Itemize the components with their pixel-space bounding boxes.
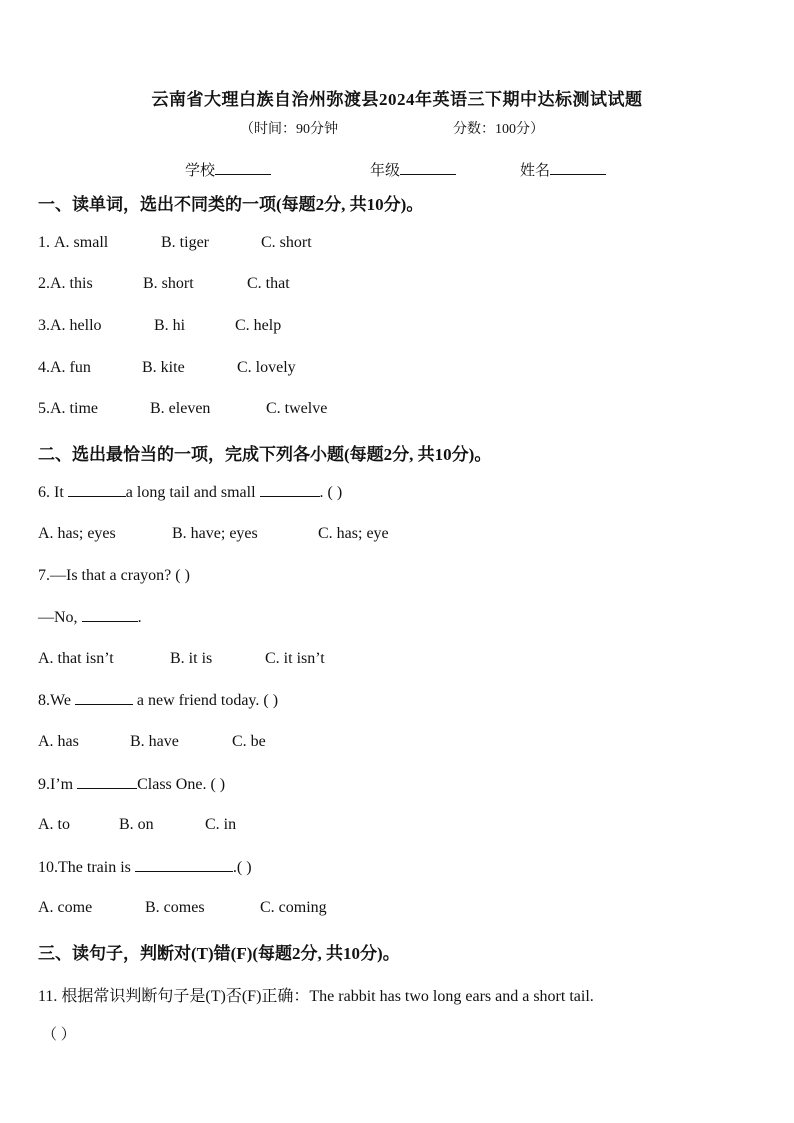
q4-option-a[interactable]: A. fun: [50, 359, 91, 376]
q1-option-a[interactable]: A. small: [54, 234, 109, 251]
name-blank[interactable]: [550, 160, 606, 175]
q10-option-a[interactable]: A. come: [38, 899, 93, 916]
q10-option-c[interactable]: C. coming: [260, 899, 327, 916]
q6-stem-start: 6. It: [38, 484, 68, 501]
q8-option-a[interactable]: A. has: [38, 733, 79, 750]
q5-option-c[interactable]: C. twelve: [266, 400, 328, 417]
exam-time: （时间：90分钟: [240, 122, 338, 137]
q8-blank[interactable]: [75, 691, 133, 705]
school-blank[interactable]: [215, 160, 271, 175]
q3-option-a[interactable]: A. hello: [50, 317, 102, 334]
q2-option-b[interactable]: B. short: [143, 275, 194, 292]
q9-option-b[interactable]: B. on: [119, 816, 154, 833]
question-4: [38, 359, 296, 377]
q10-stem-start: 10.The train is: [38, 859, 135, 876]
question-5: [38, 400, 327, 418]
q7-option-a[interactable]: A. that isn’t: [38, 650, 114, 667]
q4-option-b[interactable]: B. kite: [142, 359, 185, 376]
q3-option-b[interactable]: B. hi: [154, 317, 186, 334]
question-8-stem: [38, 691, 278, 710]
section-2-heading: 二、选出最恰当的一项，完成下列各小题(每题2分, 共10分)。: [38, 445, 492, 464]
q6-option-b[interactable]: B. have; eyes: [172, 525, 258, 542]
name-label: 姓名: [520, 163, 551, 179]
q2-number: 2.: [38, 275, 50, 292]
q3-option-c[interactable]: C. help: [235, 317, 282, 334]
q7-line2-start: —No,: [38, 609, 82, 626]
q10-blank[interactable]: [135, 858, 233, 872]
q7-option-b[interactable]: B. it is: [170, 650, 213, 667]
grade-blank[interactable]: [400, 160, 456, 175]
q6-stem-end: . ( ): [319, 484, 343, 501]
question-9-stem: [38, 775, 225, 794]
q8-stem-end: a new friend today. ( ): [132, 692, 279, 709]
q10-stem-end: .( ): [232, 859, 252, 876]
section-3-heading: 三、读句子，判断对(T)错(F)(每题2分, 共10分)。: [38, 944, 400, 963]
q6-option-c[interactable]: C. has; eye: [318, 525, 389, 542]
q9-stem-start: 9.I’m: [38, 776, 78, 793]
grade-label: 年级: [370, 163, 401, 179]
question-6-stem: [38, 483, 342, 502]
question-7-stem: 7.—Is that a crayon? ( ): [38, 567, 190, 584]
grade-field: [370, 159, 456, 180]
name-field: [520, 159, 606, 180]
q3-number: 3.: [38, 317, 50, 334]
q8-option-c[interactable]: C. be: [232, 733, 266, 750]
q5-number: 5.: [38, 400, 50, 417]
q4-option-c[interactable]: C. lovely: [237, 359, 296, 376]
q1-number: 1.: [38, 234, 54, 251]
question-10-stem: [38, 858, 252, 877]
question-6-options: [38, 525, 389, 543]
page-title: 云南省大理白族自治州弥渡县2024年英语三下期中达标测试试题: [151, 90, 643, 109]
q6-blank-1[interactable]: [68, 483, 126, 497]
q5-option-b[interactable]: B. eleven: [150, 400, 211, 417]
question-9-options: [38, 816, 236, 834]
question-7-options: [38, 650, 325, 668]
q9-stem-end: Class One. ( ): [137, 776, 226, 793]
q4-number: 4.: [38, 359, 50, 376]
q7-line2-end: .: [137, 609, 142, 626]
school-label: 学校: [185, 163, 216, 179]
q2-option-c[interactable]: C. that: [247, 275, 290, 292]
q10-option-b[interactable]: B. comes: [145, 899, 205, 916]
q6-option-a[interactable]: A. has; eyes: [38, 525, 116, 542]
question-11-stem: 11. 根据常识判断句子是(T)否(F)正确：The rabbit has two long ears and a short tail.: [38, 988, 594, 1005]
question-10-options: [38, 899, 327, 917]
q9-option-c[interactable]: C. in: [205, 816, 237, 833]
section-1-heading: 一、读单词，选出不同类的一项(每题2分, 共10分)。: [38, 195, 424, 214]
q9-blank[interactable]: [77, 775, 137, 789]
question-8-options: [38, 733, 266, 751]
question-2: [38, 275, 290, 293]
q6-stem-middle: a long tail and small: [125, 484, 260, 501]
q8-option-b[interactable]: B. have: [130, 733, 179, 750]
q7-blank[interactable]: [82, 608, 138, 622]
q2-option-a[interactable]: A. this: [50, 275, 93, 292]
school-field: [185, 159, 271, 180]
question-11-answer-paren[interactable]: （ ）: [42, 1027, 76, 1043]
exam-score: 分数：100分）: [453, 122, 544, 137]
q6-blank-2[interactable]: [260, 483, 320, 497]
q9-option-a[interactable]: A. to: [38, 816, 70, 833]
question-3: [38, 317, 281, 335]
question-7-line-2: [38, 608, 142, 627]
q1-option-b[interactable]: B. tiger: [161, 234, 209, 251]
q8-stem-start: 8.We: [38, 692, 75, 709]
question-1: [38, 234, 312, 252]
q7-option-c[interactable]: C. it isn’t: [265, 650, 325, 667]
q1-option-c[interactable]: C. short: [261, 234, 312, 251]
q5-option-a[interactable]: A. time: [50, 400, 98, 417]
